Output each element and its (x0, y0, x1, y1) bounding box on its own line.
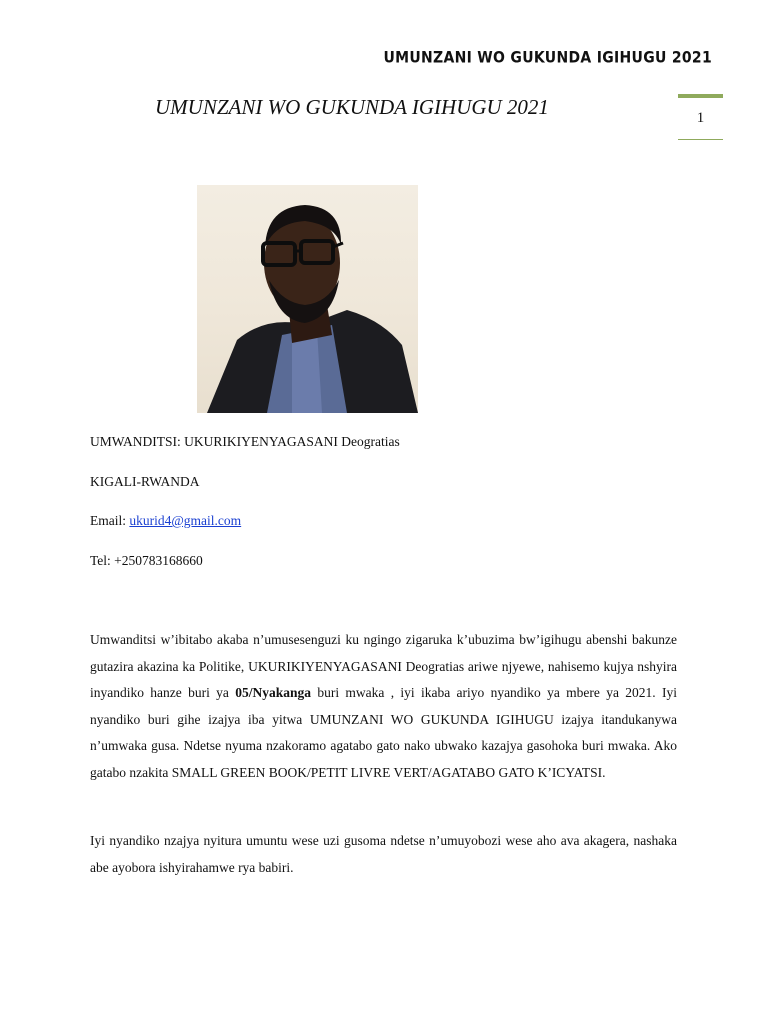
author-prefix: UMWANDITSI: (90, 434, 185, 449)
paragraph-text-2: buri mwaka , iyi ikaba ariyo nyandiko ya mbere ya 2021. Iyi nyandiko buri gihe izajya iba yitwa UMUNZANI WO GUKUNDA IGIHUGU izajya itandukanywa n’umwaka gusa. Ndetse nyuma nzakoramo agatabo gato nako ubwako kazajya gasohoka buri mwaka. Ako gatabo nzakita SMALL GREEN BOOK/PETIT LIVRE VERT/AGATABO GATO K’ICYATSI. (90, 685, 677, 780)
page-number: 1 (696, 110, 705, 126)
author-name: UKURIKIYENYAGASANI Deogratias (184, 434, 400, 449)
email-link[interactable]: ukurid4@gmail.com (129, 513, 242, 528)
email-line (90, 513, 241, 529)
page-number-box (678, 94, 723, 140)
document-title: UMUNZANI WO GUKUNDA IGIHUGU 2021 (155, 95, 549, 119)
email-label: Email: (90, 513, 130, 528)
second-paragraph: Iyi nyandiko nzajya nyitura umuntu wese uzi gusoma ndetse n’umuyobozi wese aho ava akagera, nashaka abe ayobora ishyirahamwe rya babiri. (90, 833, 677, 875)
author-photo (197, 185, 418, 413)
paragraph-date-bold: 05/Nyakanga (235, 685, 312, 700)
running-header: UMUNZANI WO GUKUNDA IGIHUGU 2021 (383, 48, 712, 68)
location-line: KIGALI-RWANDA (90, 474, 200, 489)
paragraph-text-1: Umwanditsi w’ibitabo akaba n’umusesenguzi ku ngingo zigaruka k’ubuzima bw’igihugu abenshi bakunze gutazira akazina ka Politike, UKURIKIYENYAGASANI Deogratias ariwe njyewe, nahisemo kujya nshyira inyandiko hanze buri ya (90, 632, 677, 700)
intro-paragraph (90, 627, 677, 786)
phone-line: Tel: +250783168660 (90, 553, 203, 568)
author-line (90, 434, 400, 450)
